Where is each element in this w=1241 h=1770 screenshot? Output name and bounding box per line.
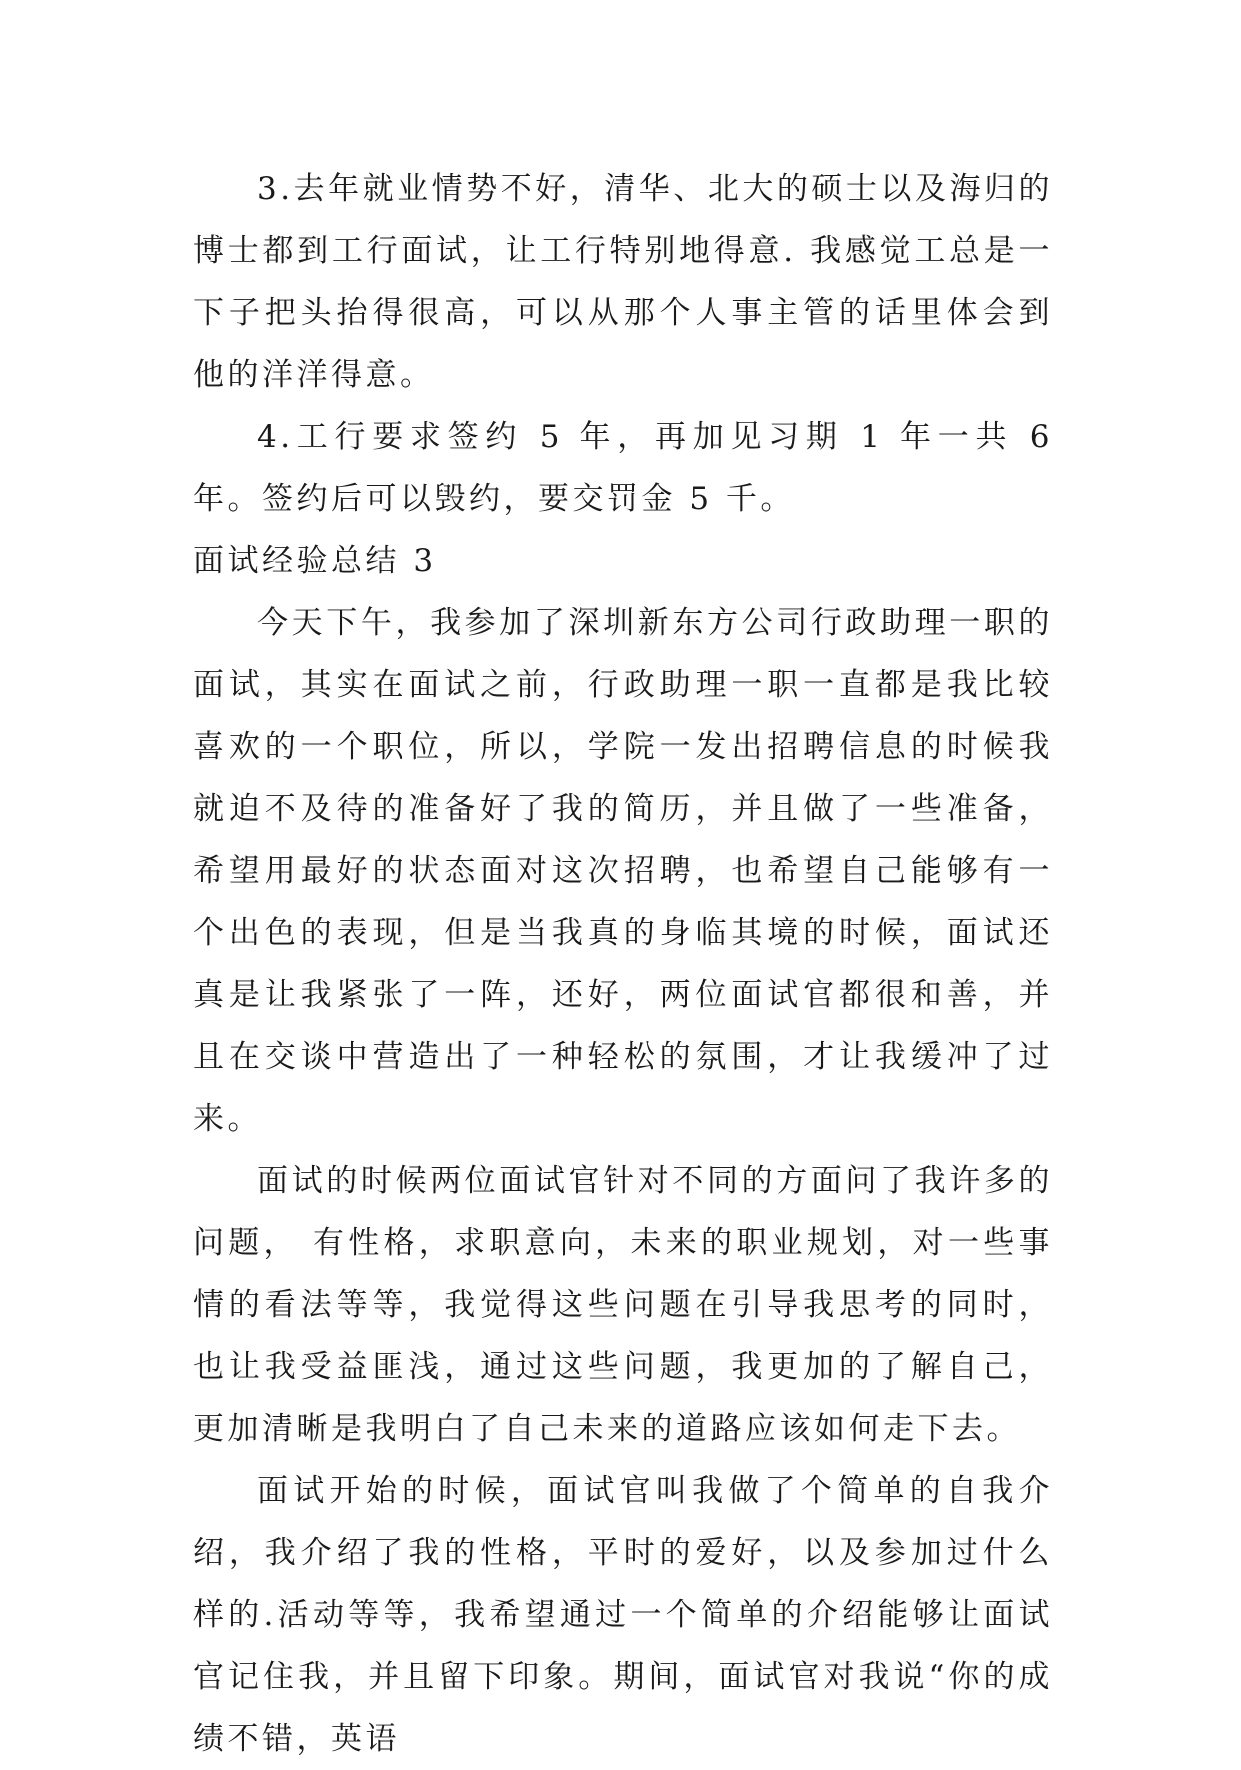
section-heading: 面试经验总结 3 [193,543,437,579]
document-body [193,158,1053,1770]
paragraph-questions: 面试的时候两位面试官针对不同的方面问了我许多的问题， 有性格，求职意向，未来的职业规划，对一些事情的看法等等，我觉得这些问题在引导我思考的同时，也让我受益匪浅，通过这些问题，我更加的了解自己，更加清晰是我明白了自己未来的道路应该如何走下去。 [193,1163,1053,1447]
paragraph-point-4: 4.工行要求签约 5 年，再加见习期 1 年一共 6 年。签约后可以毁约，要交罚金 5 千。 [193,419,1053,517]
paragraph-point-3: 3.去年就业情势不好，清华、北大的硕士以及海归的博士都到工行面试，让工行特别地得意. 我感觉工总是一下子把头抬得很高，可以从那个人事主管的话里体会到他的洋洋得意。 [193,171,1053,393]
paragraph-self-introduction: 面试开始的时候，面试官叫我做了个简单的自我介绍，我介绍了我的性格，平时的爱好，以及参加过什么样的.活动等等，我希望通过一个简单的介绍能够让面试官记住我，并且留下印象。期间，面试官对我说“你的成绩不错，英语 [193,1473,1053,1757]
paragraph-intro: 今天下午，我参加了深圳新东方公司行政助理一职的面试，其实在面试之前，行政助理一职一直都是我比较喜欢的一个职位，所以，学院一发出招聘信息的时候我就迫不及待的准备好了我的简历，并且做了一些准备，希望用最好的状态面对这次招聘，也希望自己能够有一个出色的表现，但是当我真的身临其境的时候，面试还真是让我紧张了一阵，还好，两位面试官都很和善，并且在交谈中营造出了一种轻松的氛围，才让我缓冲了过来。 [193,605,1053,1137]
